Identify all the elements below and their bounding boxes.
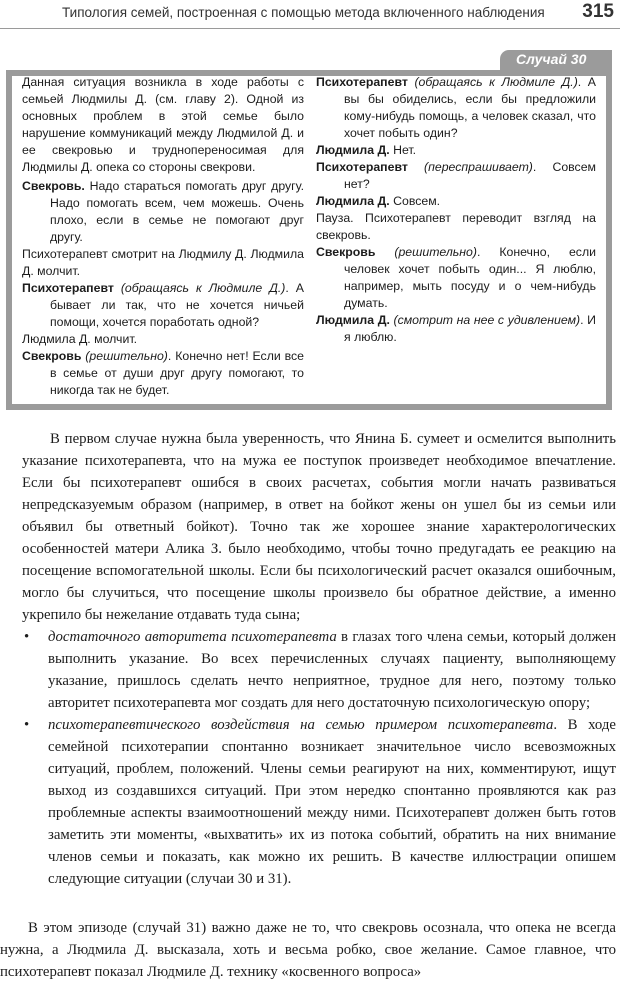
dialogue-turn: [316, 193, 596, 210]
utterance: . А бывает ли так, что не хочется ничьей помощи, хочется поработать одной?: [50, 281, 304, 329]
speaker: Психотерапевт: [316, 75, 408, 89]
bullet-item: [22, 626, 616, 714]
dialogue-turn: [316, 74, 596, 142]
dialogue-turn: [22, 348, 304, 399]
narration: Психотерапевт смотрит на Людмилу Д. Людмила Д. молчит.: [22, 247, 304, 278]
case-label: Случай 30: [516, 51, 587, 67]
dialogue-turn: [22, 246, 304, 280]
dialogue-turn: [316, 210, 596, 244]
utterance: Надо стараться помогать друг другу. Надо помогать всем, чем можешь. Очень плохо, если в семье не помогают друг другу.: [50, 179, 304, 244]
speaker: Свекровь: [316, 245, 376, 259]
bullet-term: психотерапевтического воздействия на семью примером психотерапевта: [48, 717, 554, 733]
stage-direction: (решительно): [81, 349, 168, 363]
paragraph: В этом эпизоде (случай 31) важно даже не то, что свекровь осознала, что опека не всегда нужна, а Людмила Д. высказала, хоть и весьма робко, свое желание. Самое главное, что психотерапевт показал Людмиле Д. технику «косвенного вопроса»: [0, 920, 616, 980]
dialogue-turn: [316, 142, 596, 159]
closing-paragraph: [0, 917, 616, 983]
main-text: [22, 428, 616, 890]
bullet-text: . В ходе семейной психотерапии спонтанно возникает значительное число всевозможных ситуаций, проблем, положений. Члены семьи реагируют на них, комментируют, ищут выход из создавшихся ситуаций. При этом нередко спонтанно проявляются как раз проблемные аспекты взаимоотношений между ними. Психотерапевт должен быть готов заметить эти моменты, «выхватить» их из потока событий, обратить на них внимание членов семьи и показать, как можно их решить. В качестве иллюстрации опишем следующие ситуации (случаи 30 и 31).: [48, 717, 616, 887]
utterance: . Конечно нет! Если все в семье от души друг другу помогают, то никогда так не будет.: [50, 349, 304, 397]
case-right-column: [316, 74, 596, 346]
speaker: Людмила Д.: [316, 194, 390, 208]
stage-direction: (переспрашивает): [407, 160, 533, 174]
case-label-tab: [500, 50, 612, 70]
utterance: Совсем.: [389, 194, 441, 208]
speaker: Людмила Д.: [316, 313, 390, 327]
page-number: 315: [582, 1, 614, 22]
running-title: Типология семей, построенная с помощью метода включенного наблюдения: [62, 5, 545, 20]
narration: Пауза. Психотерапевт переводит взгляд на свекровь.: [316, 211, 596, 242]
speaker: Свекровь: [22, 349, 82, 363]
bullet-marker: •: [24, 717, 30, 733]
bullet-marker: •: [24, 629, 30, 645]
utterance: . И я люблю.: [344, 313, 596, 344]
paragraph: В первом случае нужна была уверенность, что Янина Б. сумеет и осмелится выполнить указание психотерапевта, что на мужа ее поступок произведет необходимое впечатление. Если бы психотерапевт ошибся в своих расчетах, события могли начать развиваться непредсказуемым образом (например, в ответ на бойкот жены он ушел бы из семьи или объявил бы ответный бойкот). Точно так же хорошее знание характерологических особенностей матери Алика З. было необходимо, чтобы точно предугадать ее реакцию на посещение вспомогательной школы. Если бы психологический расчет оказался ошибочным, могло бы случиться, что посещение школы произвело бы обратное действие, а именно укрепило бы нежелание отдавать туда сына;: [22, 431, 616, 623]
case-left-column: [22, 74, 304, 399]
utterance: . Совсем нет?: [344, 160, 596, 191]
dialogue-turn: [22, 280, 304, 331]
utterance: . А вы бы обиделись, если бы предложили кому-нибудь помощь, а человек сказал, что хочет побыть один?: [344, 75, 596, 140]
stage-direction: (смотрит на нее с удивлением): [389, 313, 581, 327]
dialogue-turn: [316, 244, 596, 312]
dialogue-turn: [316, 312, 596, 346]
running-header: [0, 0, 620, 29]
dialogue-turn: [22, 331, 304, 348]
speaker: Свекровь.: [22, 179, 85, 193]
speaker: Психотерапевт: [22, 281, 114, 295]
speaker: Психотерапевт: [316, 160, 408, 174]
speaker: Людмила Д.: [316, 143, 390, 157]
narration: Людмила Д. молчит.: [22, 332, 138, 346]
bullet-item: [22, 714, 616, 890]
utterance: Нет.: [389, 143, 417, 157]
bullet-text: в глазах того члена семьи, который должен выполнить указание. Во всех перечисленных случаях пациенту, выполняющему указание, пришлось сделать нечто неприятное, трудное для него, поэтому только авторитет психотерапевта мог создать для него достаточную психологическую опору;: [48, 629, 616, 711]
bullet-term: достаточного авторитета психотерапевта: [48, 629, 337, 645]
stage-direction: (обращаясь к Людмиле Д.): [113, 281, 286, 295]
case-intro: Данная ситуация возникла в ходе работы с семьей Людмилы Д. (см. главу 2). Одной из основных проблем в этой семье было нарушение коммуникаций между Людмилой Д. и ее свекровью и труднопереносимая для Людмилы Д. опека со стороны свекрови.: [22, 75, 304, 174]
stage-direction: (обращаясь к Людмиле Д.): [407, 75, 578, 89]
dialogue-turn: [316, 159, 596, 193]
stage-direction: (решительно): [375, 245, 477, 259]
utterance: . Конечно, если человек хочет побыть один... Я люблю, например, мыть посуду и о чем-нибудь думать.: [344, 245, 596, 310]
dialogue-turn: [22, 178, 304, 246]
